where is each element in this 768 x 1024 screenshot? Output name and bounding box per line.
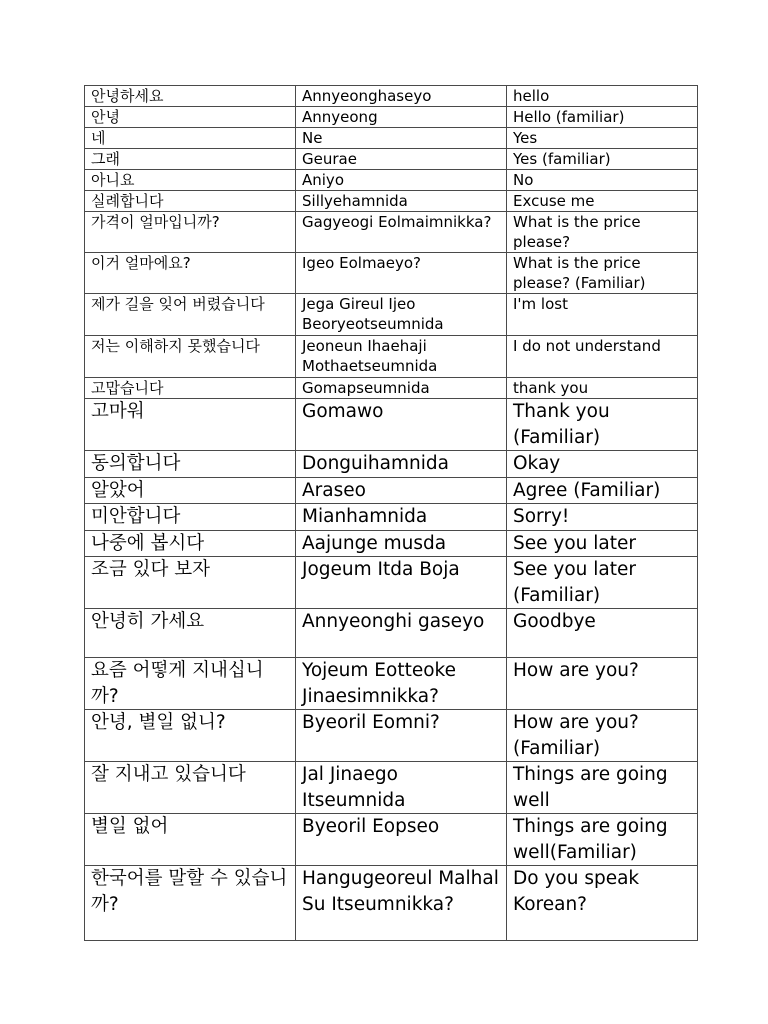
table-row [85, 557, 698, 609]
table-row [85, 253, 698, 294]
table-row [85, 814, 698, 866]
korean-cell: 안녕, 별일 없니? [85, 710, 296, 762]
korean-cell: 조금 있다 보자 [85, 557, 296, 609]
english-cell: Things are going well [507, 762, 698, 814]
english-cell: Thank you (Familiar) [507, 399, 698, 451]
table-row [85, 294, 698, 336]
romanization-cell: Jega Gireul Ijeo Beoryeotseumnida [296, 294, 507, 336]
romanization-cell: Igeo Eolmaeyo? [296, 253, 507, 294]
korean-cell: 안녕하세요 [85, 86, 296, 107]
korean-cell: 알았어 [85, 477, 296, 504]
english-cell: hello [507, 86, 698, 107]
romanization-cell: Gomawo [296, 399, 507, 451]
korean-cell: 안녕 [85, 107, 296, 128]
romanization-cell: Donguihamnida [296, 451, 507, 478]
romanization-cell: Jeoneun Ihaehaji Mothaetseumnida [296, 336, 507, 378]
english-cell: Things are going well(Familiar) [507, 814, 698, 866]
romanization-cell: Annyeong [296, 107, 507, 128]
english-cell: What is the price please? [507, 212, 698, 253]
english-cell: No [507, 170, 698, 191]
table-row [85, 762, 698, 814]
romanization-cell: Gagyeogi Eolmaimnikka? [296, 212, 507, 253]
korean-cell: 네 [85, 128, 296, 149]
romanization-cell: Jal Jinaego Itseumnida [296, 762, 507, 814]
korean-cell: 한국어를 말할 수 있습니까? [85, 866, 296, 941]
english-cell: Excuse me [507, 191, 698, 212]
romanization-cell: Byeoril Eopseo [296, 814, 507, 866]
romanization-cell: Araseo [296, 477, 507, 504]
english-cell: I do not understand [507, 336, 698, 378]
table-row [85, 191, 698, 212]
table-row [85, 336, 698, 378]
table-row [85, 107, 698, 128]
english-cell: Agree (Familiar) [507, 477, 698, 504]
table-row [85, 378, 698, 399]
english-cell: thank you [507, 378, 698, 399]
korean-cell: 제가 길을 잊어 버렸습니다 [85, 294, 296, 336]
table-row [85, 170, 698, 191]
romanization-cell: Mianhamnida [296, 504, 507, 531]
english-cell: Okay [507, 451, 698, 478]
table-row [85, 477, 698, 504]
romanization-cell: Yojeum Eotteoke Jinaesimnikka? [296, 658, 507, 710]
korean-cell: 동의합니다 [85, 451, 296, 478]
korean-cell: 가격이 얼마입니까? [85, 212, 296, 253]
romanization-cell: Jogeum Itda Boja [296, 557, 507, 609]
romanization-cell: Geurae [296, 149, 507, 170]
english-cell: Hello (familiar) [507, 107, 698, 128]
table-row [85, 530, 698, 557]
korean-cell: 저는 이해하지 못했습니다 [85, 336, 296, 378]
romanization-cell: Gomapseumnida [296, 378, 507, 399]
english-cell: Do you speak Korean? [507, 866, 698, 941]
table-row [85, 710, 698, 762]
korean-cell: 고마워 [85, 399, 296, 451]
english-cell: Sorry! [507, 504, 698, 531]
table-row [85, 212, 698, 253]
table-row [85, 149, 698, 170]
korean-cell: 실례합니다 [85, 191, 296, 212]
romanization-cell: Hangugeoreul Malhal Su Itseumnikka? [296, 866, 507, 941]
table-row [85, 451, 698, 478]
table-row [85, 128, 698, 149]
english-cell: See you later (Familiar) [507, 557, 698, 609]
romanization-cell: Ne [296, 128, 507, 149]
table-row [85, 504, 698, 531]
korean-cell: 요즘 어떻게 지내십니까? [85, 658, 296, 710]
korean-cell: 이거 얼마에요? [85, 253, 296, 294]
phrase-table-body [85, 86, 698, 941]
english-cell: How are you? (Familiar) [507, 710, 698, 762]
korean-cell: 별일 없어 [85, 814, 296, 866]
romanization-cell: Annyeonghaseyo [296, 86, 507, 107]
english-cell: Yes [507, 128, 698, 149]
korean-cell: 잘 지내고 있습니다 [85, 762, 296, 814]
english-cell: Yes (familiar) [507, 149, 698, 170]
english-cell: See you later [507, 530, 698, 557]
table-row [85, 609, 698, 658]
romanization-cell: Sillyehamnida [296, 191, 507, 212]
table-row [85, 399, 698, 451]
romanization-cell: Aniyo [296, 170, 507, 191]
korean-cell: 안녕히 가세요 [85, 609, 296, 658]
table-row [85, 86, 698, 107]
korean-cell: 아니요 [85, 170, 296, 191]
table-row [85, 658, 698, 710]
romanization-cell: Annyeonghi gaseyo [296, 609, 507, 658]
table-row [85, 866, 698, 941]
korean-phrase-table [84, 85, 698, 941]
english-cell: I'm lost [507, 294, 698, 336]
korean-cell: 나중에 봅시다 [85, 530, 296, 557]
english-cell: How are you? [507, 658, 698, 710]
romanization-cell: Aajunge musda [296, 530, 507, 557]
korean-cell: 그래 [85, 149, 296, 170]
english-cell: What is the price please? (Familiar) [507, 253, 698, 294]
romanization-cell: Byeoril Eomni? [296, 710, 507, 762]
korean-cell: 고맙습니다 [85, 378, 296, 399]
english-cell: Goodbye [507, 609, 698, 658]
korean-cell: 미안합니다 [85, 504, 296, 531]
